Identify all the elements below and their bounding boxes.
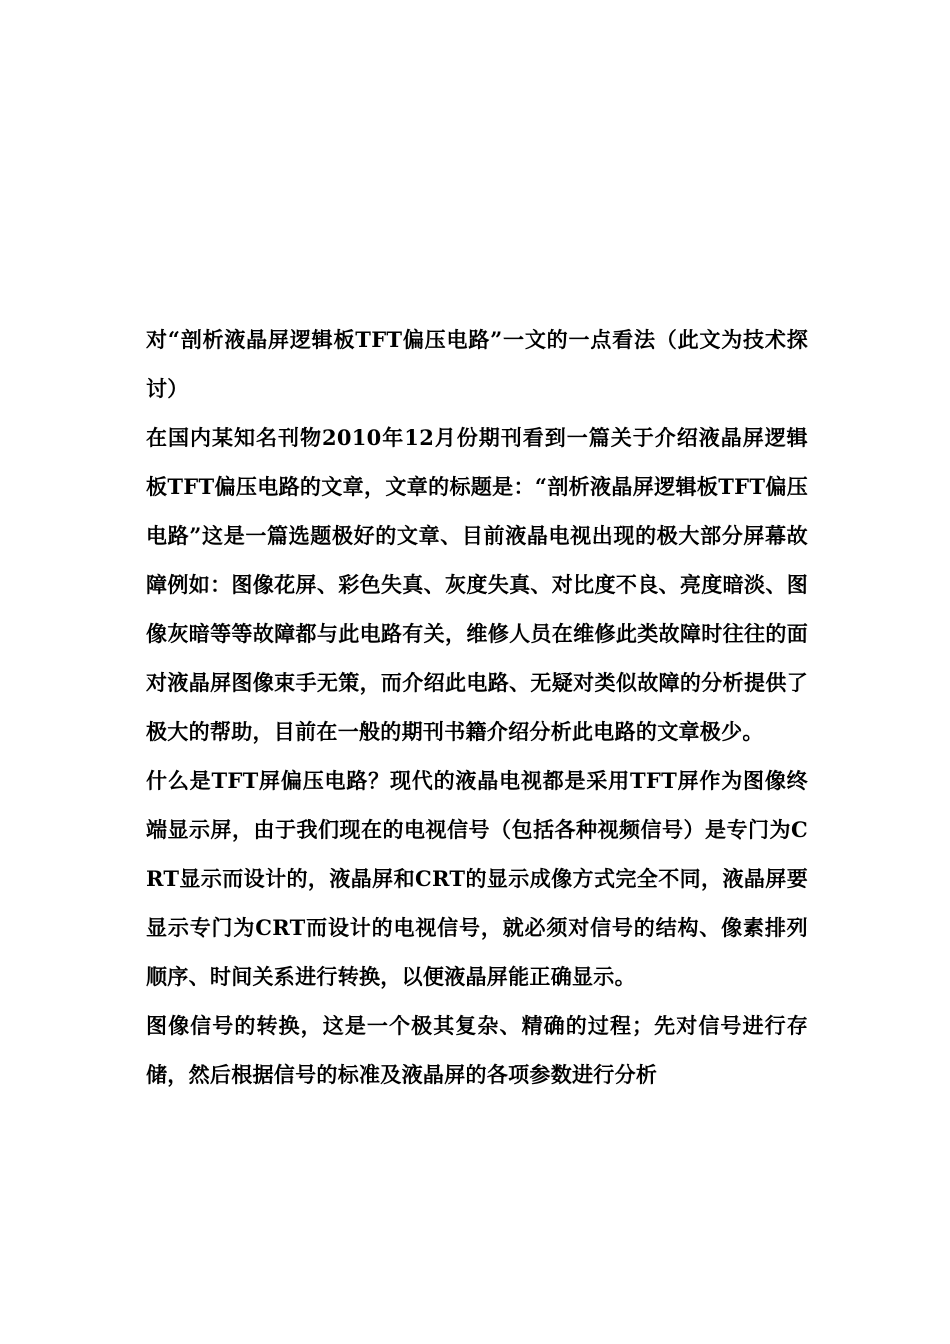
paragraph-intro: 在国内某知名刊物2010年12月份期刊看到一篇关于介绍液晶屏逻辑板TFT偏压电路的文章，文章的标题是：“剖析液晶屏逻辑板TFT偏压电路”这是一篇选题极好的文章、目前液晶电视出现的极大部分屏幕故障例如：图像花屏、彩色失真、灰度失真、对比度不良、亮度暗淡、图像灰暗等等故障都与此电路有关，维修人员在维修此类故障时往往的面对液晶屏图像束手无策，而介绍此电路、无疑对类似故障的分析提供了极大的帮助，目前在一般的期刊书籍介绍分析此电路的文章极少。 <box>146 425 808 744</box>
paragraph-what-is-tft-bias: 什么是TFT屏偏压电路？现代的液晶电视都是采用TFT屏作为图像终端显示屏，由于我们现在的电视信号（包括各种视频信号）是专门为CRT显示而设计的，液晶屏和CRT的显示成像方式完全不同，液晶屏要显示专门为CRT而设计的电视信号，就必须对信号的结构、像素排列顺序、时间关系进行转换，以便液晶屏能正确显示。 <box>146 768 808 989</box>
document-body <box>146 315 808 1099</box>
document-title: 对“剖析液晶屏逻辑板TFT偏压电路”一文的一点看法（此文为技术探讨） <box>146 327 808 401</box>
paragraph-signal-conversion: 图像信号的转换，这是一个极其复杂、精确的过程；先对信号进行存储，然后根据信号的标准及液晶屏的各项参数进行分析 <box>146 1013 808 1087</box>
